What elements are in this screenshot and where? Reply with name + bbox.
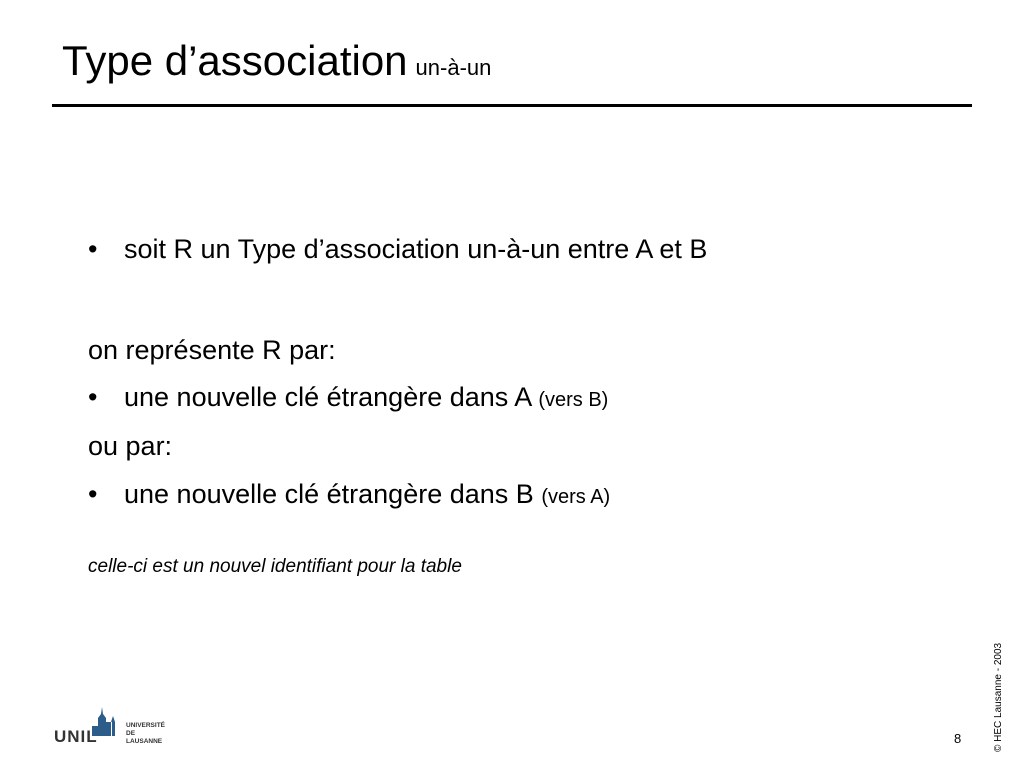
title-underline xyxy=(52,104,972,107)
bullet-main-text: une nouvelle clé étrangère dans B xyxy=(124,479,534,509)
bullet-marker: • xyxy=(88,234,98,264)
unil-logo-line2: DE xyxy=(126,730,136,737)
unil-logo-line1: UNIVERSITÉ xyxy=(126,722,166,729)
title-main: Type d’association xyxy=(62,37,408,84)
unil-logo xyxy=(54,704,170,748)
unil-logo-line3: LAUSANNE xyxy=(126,738,163,745)
bullet-text xyxy=(124,481,610,508)
copyright-notice: © HEC Lausanne - 2003 xyxy=(993,642,1004,752)
bullet-main-text: une nouvelle clé étrangère dans A xyxy=(124,382,531,412)
unil-logo-wordmark: UNIL xyxy=(54,727,98,746)
bullet-note-text: (vers A) xyxy=(541,486,611,508)
bullet-marker: • xyxy=(88,382,98,412)
alternative-text: ou par: xyxy=(88,431,173,461)
italic-note: celle-ci est un nouvel identifiant pour la table xyxy=(88,556,462,577)
title-subtitle: un-à-un xyxy=(415,55,492,80)
bullet-text xyxy=(124,384,608,411)
page-number: 8 xyxy=(954,731,962,746)
slide-title xyxy=(62,37,492,84)
bullet-marker: • xyxy=(88,479,98,509)
intro-text: on représente R par: xyxy=(88,335,336,365)
bullet-note-text: (vers B) xyxy=(538,389,609,411)
bullet-text: soit R un Type d’association un-à-un entre A et B xyxy=(124,234,708,264)
